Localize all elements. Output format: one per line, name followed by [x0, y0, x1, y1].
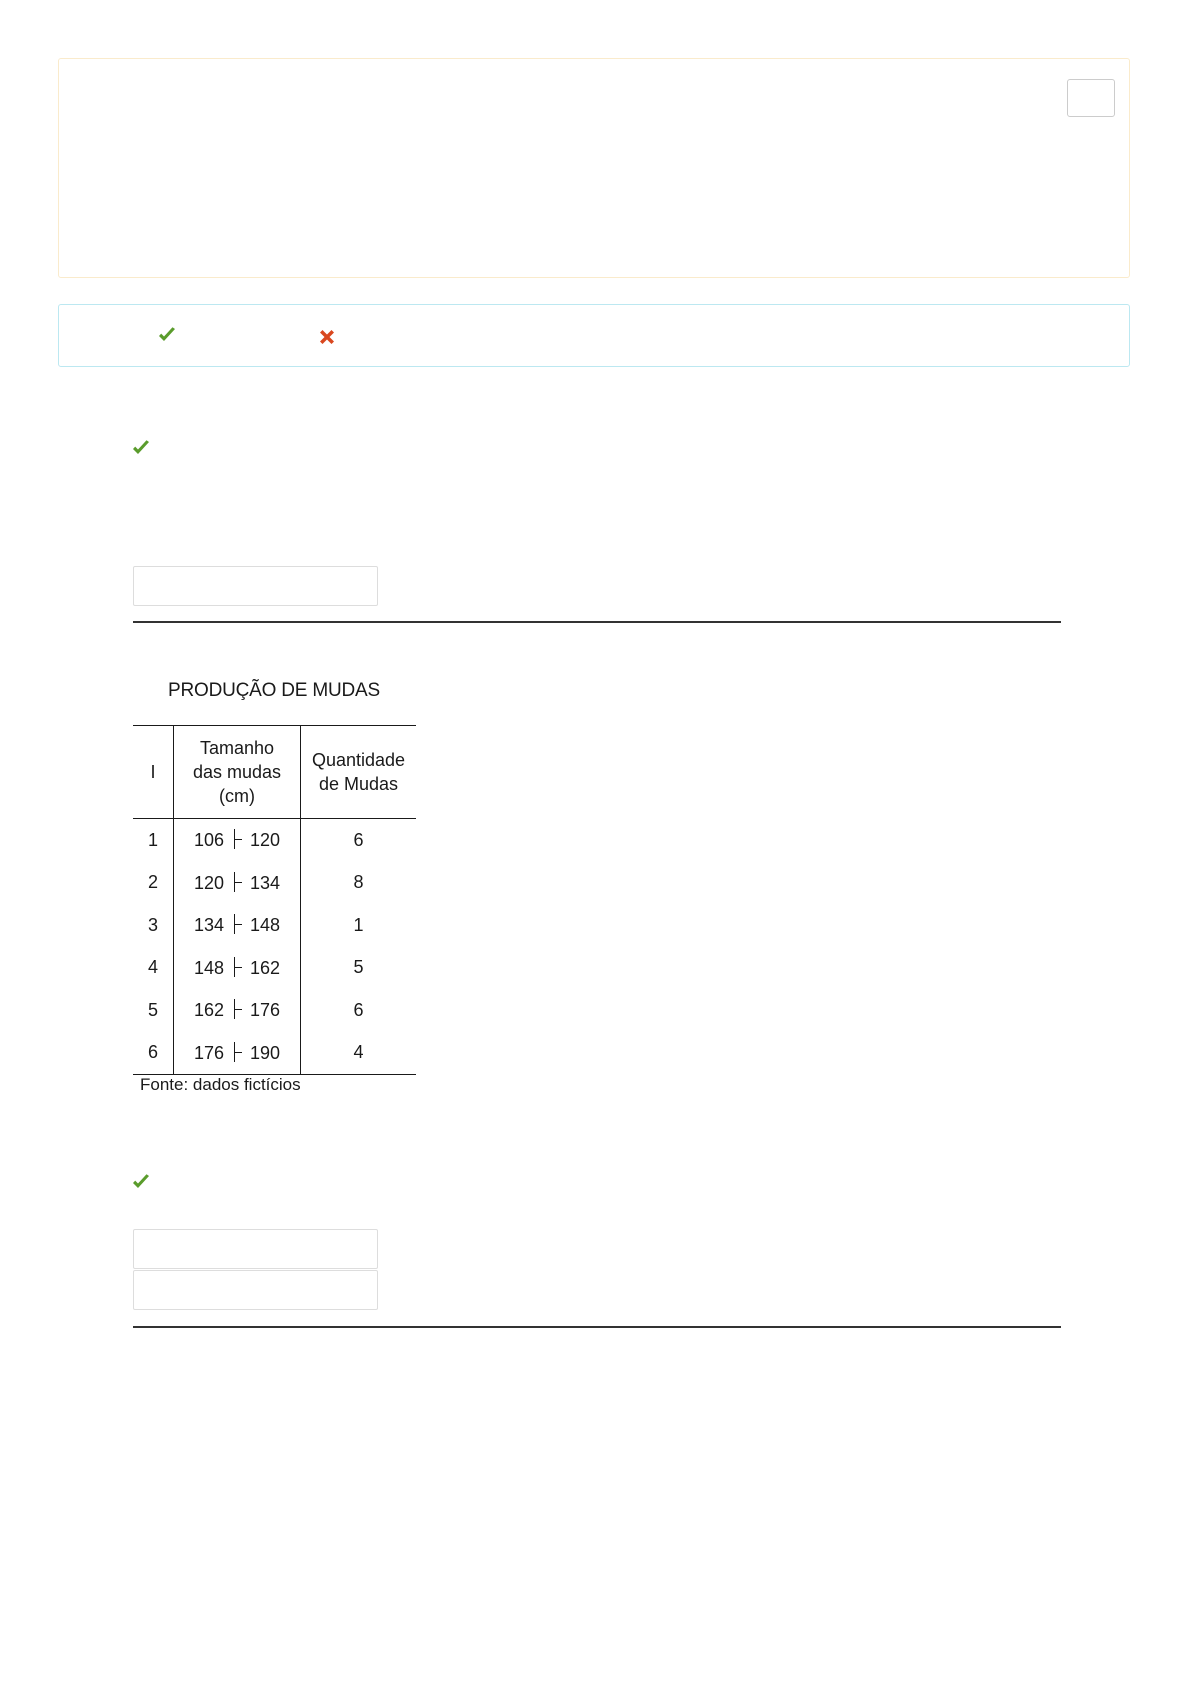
check-icon	[131, 439, 151, 457]
table-row	[133, 1032, 416, 1075]
table-row	[133, 862, 416, 905]
row-quantity: 6	[353, 829, 364, 850]
interval-symbol	[234, 957, 242, 977]
header-quantity: Quantidade de Mudas	[301, 726, 417, 819]
row-size-class	[174, 1032, 301, 1075]
divider	[133, 621, 1061, 623]
class-lower-bound: 134	[193, 915, 224, 936]
answer-field[interactable]	[133, 566, 378, 606]
class-upper-bound: 134	[250, 872, 281, 893]
row-index: 1	[133, 819, 174, 862]
row-index: 6	[133, 1032, 174, 1075]
header-size: Tamanho das mudas (cm)	[174, 726, 301, 819]
interval-symbol	[234, 914, 242, 934]
class-upper-bound: 148	[250, 915, 281, 936]
info-panel	[58, 58, 1130, 278]
row-quantity: 1	[353, 914, 364, 935]
class-lower-bound: 106	[193, 830, 224, 851]
row-size-class	[174, 904, 301, 947]
answer-field[interactable]	[133, 1229, 378, 1269]
class-upper-bound: 120	[250, 830, 281, 851]
table-title: PRODUÇÃO DE MUDAS	[168, 680, 380, 701]
row-index: 5	[133, 989, 174, 1032]
check-icon	[131, 1173, 151, 1191]
production-table	[133, 725, 416, 1075]
row-quantity: 4	[301, 1032, 417, 1075]
interval-symbol	[234, 872, 242, 892]
class-upper-bound: 176	[250, 1000, 281, 1021]
row-quantity: 6	[353, 999, 364, 1020]
row-size-class	[174, 947, 301, 990]
row-quantity: 8	[353, 872, 364, 893]
class-lower-bound: 162	[193, 1000, 224, 1021]
check-icon	[157, 326, 177, 344]
table-row	[133, 819, 416, 862]
divider	[133, 1326, 1061, 1328]
row-index: 4	[133, 947, 174, 990]
class-upper-bound: 162	[250, 957, 281, 978]
interval-symbol	[234, 829, 242, 849]
interval-symbol	[234, 999, 242, 1019]
class-lower-bound: 176	[193, 1042, 224, 1063]
row-size-class	[174, 819, 301, 862]
row-size-class	[174, 862, 301, 905]
class-lower-bound: 120	[193, 872, 224, 893]
row-quantity: 5	[353, 957, 364, 978]
row-index: 3	[133, 904, 174, 947]
answer-field[interactable]	[133, 1270, 378, 1310]
cross-icon	[317, 327, 337, 347]
table-row	[133, 947, 416, 990]
class-lower-bound: 148	[193, 957, 224, 978]
row-index: 2	[133, 862, 174, 905]
table-row	[133, 989, 416, 1032]
table-source: Fonte: dados fictícios	[140, 1075, 301, 1094]
table-row	[133, 904, 416, 947]
interval-symbol	[234, 1042, 242, 1062]
class-upper-bound: 190	[250, 1042, 281, 1063]
legend-panel	[58, 304, 1130, 367]
header-index: I	[133, 726, 174, 819]
row-size-class	[174, 989, 301, 1032]
panel-button[interactable]	[1067, 79, 1115, 117]
